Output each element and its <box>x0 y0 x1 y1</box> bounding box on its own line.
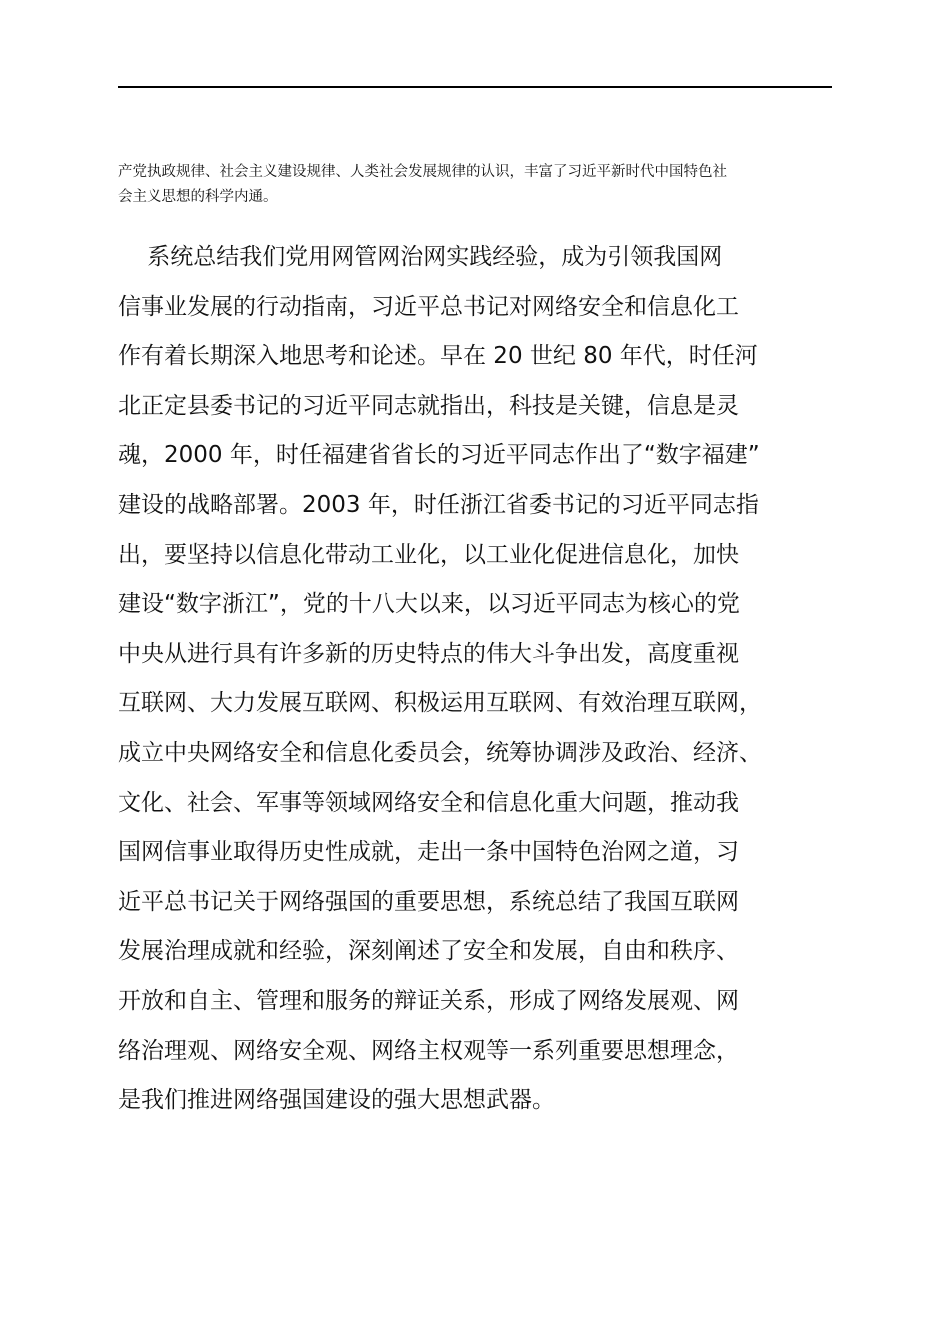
paragraph-line: 信事业发展的行动指南，习近平总书记对网络安全和信息化工 <box>118 293 739 320</box>
paragraph-line: 开放和自主、管理和服务的辩证关系，形成了网络发展观、网 <box>118 987 739 1014</box>
paragraph-line: 建设“数字浙江”，党的十八大以来，以习近平同志为核心的党 <box>118 591 740 618</box>
paragraph-line: 络治理观、网络安全观、网络主权观等一系列重要思想理念， <box>118 1037 739 1064</box>
paragraph-line: 近平总书记关于网络强国的重要思想，系统总结了我国互联网 <box>118 888 739 915</box>
paragraph-line: 中央从进行具有许多新的历史特点的伟大斗争出发，高度重视 <box>118 640 739 667</box>
paragraph-line: 北正定县委书记的习近平同志就指出，科技是关键，信息是灵 <box>118 392 739 419</box>
paragraph-line: 出，要坚持以信息化带动工业化，以工业化促进信息化，加快 <box>118 541 739 568</box>
paragraph-line: 互联网、大力发展互联网、积极运用互联网、有效治理互联网， <box>118 690 762 717</box>
paragraph-line: 发展治理成就和经验，深刻阐述了安全和发展，自由和秩序、 <box>118 938 739 965</box>
paragraph-line: 会主义思想的科学内通。 <box>118 189 278 205</box>
paragraph-line: 产党执政规律、社会主义建设规律、人类社会发展规律的认识，丰富了习近平新时代中国特色社 <box>118 164 727 180</box>
paragraph-line: 魂，2000 年，时任福建省省长的习近平同志作出了“数字福建” <box>118 442 760 469</box>
paragraph-line: 国网信事业取得历史性成就，走出一条中国特色治网之道，习 <box>118 839 739 866</box>
paragraph-line: 是我们推进网络强国建设的强大思想武器。 <box>118 1087 555 1114</box>
continuation-paragraph <box>118 160 838 210</box>
paragraph-line: 系统总结我们党用网管网治网实践经验，成为引领我国网 <box>118 244 723 270</box>
paragraph-line: 建设的战略部署。2003 年，时任浙江省委书记的习近平同志指 <box>118 491 759 518</box>
paragraph-line: 文化、社会、军事等领域网络安全和信息化重大问题，推动我 <box>118 789 739 816</box>
main-paragraph <box>118 233 858 1126</box>
header-rule <box>118 86 832 88</box>
paragraph-line: 成立中央网络安全和信息化委员会，统筹协调涉及政治、经济、 <box>118 739 762 766</box>
paragraph-line: 作有着长期深入地思考和论述。早在 20 世纪 80 年代，时任河 <box>118 343 758 370</box>
